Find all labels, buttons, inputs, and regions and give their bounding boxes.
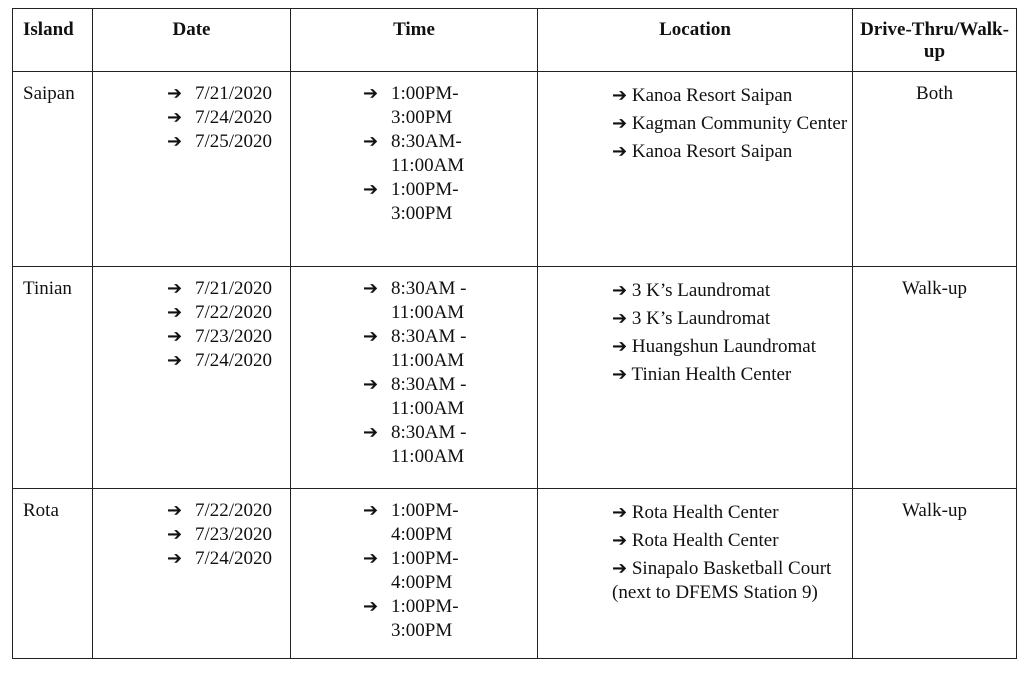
time-entry: ➔ 8:30AM - 11:00AM: [363, 422, 467, 467]
time-entry: ➔ 8:30AM - 11:00AM: [363, 326, 467, 371]
arrow-icon: ➔: [612, 141, 628, 162]
time-cell: [291, 489, 538, 659]
date-entry: ➔ 7/21/2020: [167, 83, 273, 104]
time-cell: [291, 72, 538, 267]
location-entry: ➔ Rota Health Center: [612, 530, 779, 551]
date-entry: ➔ 7/22/2020: [167, 302, 273, 323]
mode-cell: Walk-up: [853, 489, 1017, 659]
location-cell: [538, 72, 853, 267]
arrow-icon: ➔: [167, 500, 183, 521]
date-entry: ➔ 7/22/2020: [167, 500, 273, 521]
arrow-icon: ➔: [363, 422, 379, 443]
location-cell: [538, 267, 853, 489]
arrow-icon: ➔: [167, 302, 183, 323]
arrow-icon: ➔: [363, 278, 379, 299]
date-entry: ➔ 7/23/2020: [167, 524, 273, 545]
arrow-icon: ➔: [167, 548, 183, 569]
arrow-icon: ➔: [167, 83, 183, 104]
date-cell: [93, 72, 291, 267]
arrow-icon: ➔: [167, 131, 183, 152]
time-entry: ➔ 1:00PM-4:00PM: [363, 500, 459, 545]
arrow-icon: ➔: [612, 280, 628, 301]
time-entry: ➔ 1:00PM-3:00PM: [363, 596, 459, 641]
date-entry: ➔ 7/24/2020: [167, 107, 273, 128]
location-entry: ➔ Rota Health Center: [612, 502, 779, 523]
table-row: [13, 267, 1017, 489]
arrow-icon: ➔: [363, 374, 379, 395]
arrow-icon: ➔: [167, 524, 183, 545]
arrow-icon: ➔: [167, 350, 183, 371]
island-header: Island: [13, 9, 93, 72]
date-entry: ➔ 7/23/2020: [167, 326, 273, 347]
date-entry: ➔ 7/24/2020: [167, 350, 273, 371]
arrow-icon: ➔: [363, 83, 379, 104]
arrow-icon: ➔: [363, 548, 379, 569]
date-entry: ➔ 7/21/2020: [167, 278, 273, 299]
schedule-table: [12, 8, 1017, 659]
arrow-icon: ➔: [612, 85, 628, 106]
time-entry: ➔ 1:00PM-3:00PM: [363, 179, 459, 224]
island-cell: Tinian: [13, 267, 93, 489]
location-entry: ➔ Tinian Health Center: [612, 364, 792, 385]
arrow-icon: ➔: [612, 558, 628, 579]
time-header: Time: [291, 9, 538, 72]
arrow-icon: ➔: [612, 502, 628, 523]
arrow-icon: ➔: [167, 107, 183, 128]
location-entry: ➔ Sinapalo Basketball Court (next to DFEMS Station 9): [612, 558, 832, 603]
location-entry: ➔ Kanoa Resort Saipan: [612, 85, 793, 106]
time-entry: ➔ 8:30AM - 11:00AM: [363, 278, 467, 323]
date-cell: [93, 489, 291, 659]
date-entry: ➔ 7/25/2020: [167, 131, 273, 152]
arrow-icon: ➔: [363, 326, 379, 347]
location-entry: ➔ Kanoa Resort Saipan: [612, 141, 793, 162]
arrow-icon: ➔: [167, 326, 183, 347]
table-row: [13, 72, 1017, 267]
location-entry: ➔ Huangshun Laundromat: [612, 336, 816, 357]
mode-cell: Both: [853, 72, 1017, 267]
arrow-icon: ➔: [363, 500, 379, 521]
time-entry: ➔ 1:00PM-3:00PM: [363, 83, 459, 128]
arrow-icon: ➔: [612, 364, 628, 385]
island-cell: Saipan: [13, 72, 93, 267]
location-entry: ➔ 3 K’s Laundromat: [612, 308, 771, 329]
arrow-icon: ➔: [612, 530, 628, 551]
time-cell: [291, 267, 538, 489]
arrow-icon: ➔: [363, 596, 379, 617]
location-entry: ➔ 3 K’s Laundromat: [612, 280, 771, 301]
island-cell: Rota: [13, 489, 93, 659]
arrow-icon: ➔: [612, 113, 628, 134]
date-entry: ➔ 7/24/2020: [167, 548, 273, 569]
arrow-icon: ➔: [167, 278, 183, 299]
time-entry: ➔ 8:30AM - 11:00AM: [363, 374, 467, 419]
location-header: Location: [538, 9, 853, 72]
location-entry: ➔ Kagman Community Center: [612, 113, 848, 134]
arrow-icon: ➔: [612, 336, 628, 357]
arrow-icon: ➔: [363, 131, 379, 152]
location-cell: [538, 489, 853, 659]
date-cell: [93, 267, 291, 489]
header-row: [13, 9, 1017, 72]
time-entry: ➔ 1:00PM-4:00PM: [363, 548, 459, 593]
arrow-icon: ➔: [363, 179, 379, 200]
date-header: Date: [93, 9, 291, 72]
table-row: [13, 489, 1017, 659]
arrow-icon: ➔: [612, 308, 628, 329]
mode-cell: Walk-up: [853, 267, 1017, 489]
mode-header: Drive-Thru/Walk-up: [853, 9, 1017, 72]
time-entry: ➔ 8:30AM-11:00AM: [363, 131, 465, 176]
